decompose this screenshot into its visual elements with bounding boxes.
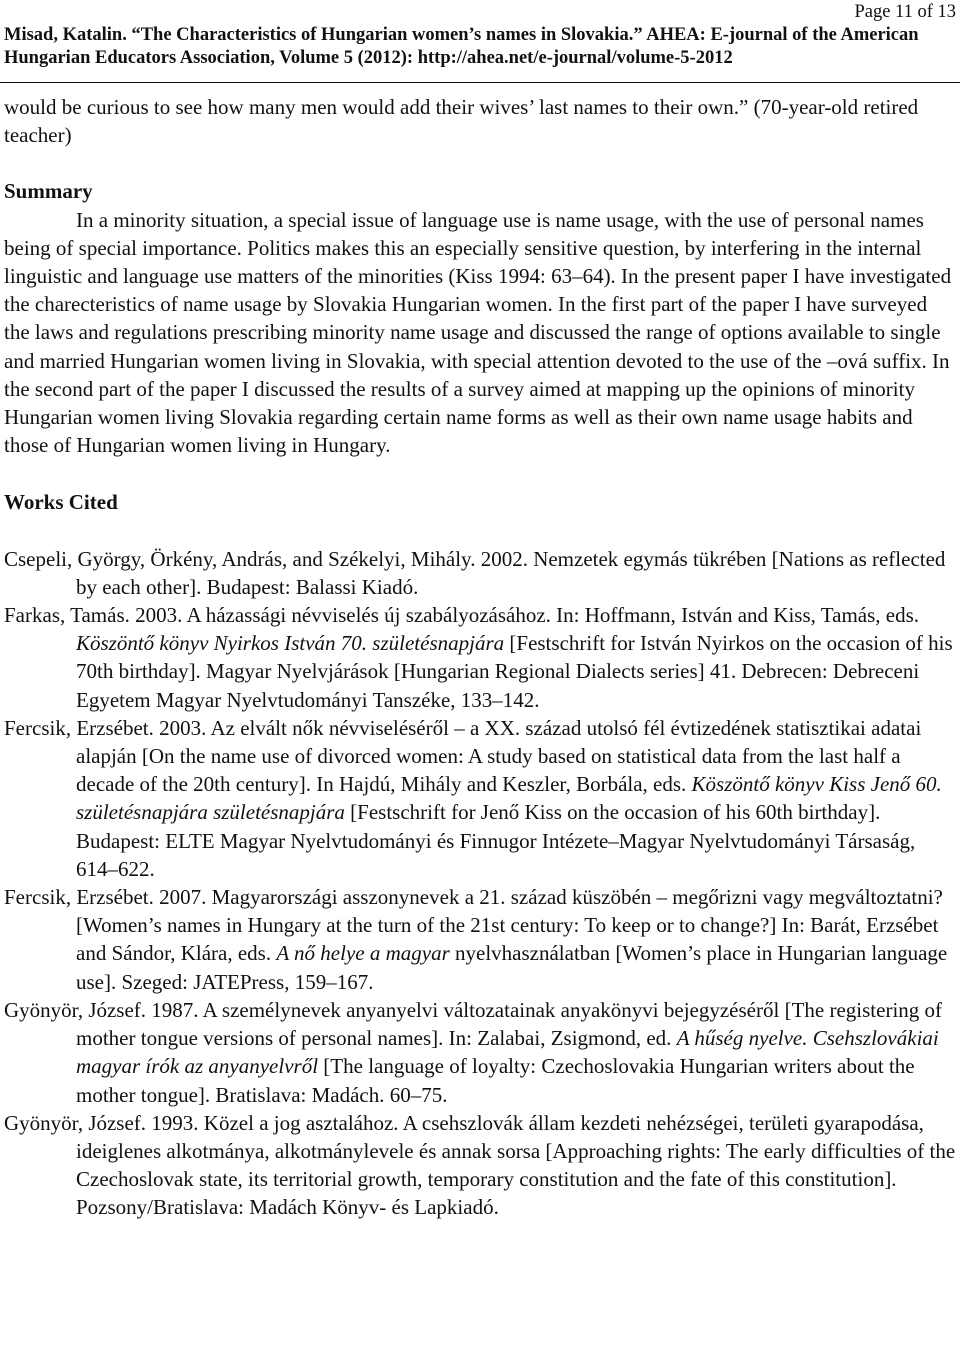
reference-italic-title: Köszöntő könyv Nyirkos István 70. születésnapjára (76, 631, 505, 656)
reference-italic-title: Köszöntő könyv Kiss Jenő 60. születésnapjára születésnapjára (76, 772, 942, 825)
reference-text: Csepeli, György, Örkény, András, and Székelyi, Mihály. 2002. Nemzetek egymás tükrében [Nations as reflected by each other]. Budapest: Balassi Kiadó. (4, 546, 946, 599)
reference-item (4, 883, 956, 996)
reference-text: Gyönyör, József. 1993. Közel a jog asztalához. A csehszlovák állam kezdeti nehézségei, területi gyarapodása, ideiglenes alkotmánya, alkotmánylevele és annak sorsa [Approaching rights: The early difficulties of the Czechoslovak state, its territorial growth, temporary constitution and the fate of this constitution]. Pozsony/Bratislava: Madách Könyv- és Lapkiadó. (4, 1110, 956, 1220)
reference-text: Gyönyör, József. 1987. A személynevek anyanyelvi változatainak anyakönyvi bejegyzéséről [The registering of mother tongue versions of personal names]. In: Zalabai, Zsigmond, ed. (4, 997, 943, 1051)
page-body (4, 93, 956, 1222)
reference-italic-title: A nő helye a magyar (276, 941, 450, 966)
reference-italic-title: A hűség nyelve. Csehszlovákiai magyar írók az anyanyelvről (76, 1026, 939, 1079)
reference-item (4, 601, 956, 714)
reference-item (4, 545, 956, 601)
reference-text: [Festschrift for István Nyirkos on the occasion of his 70th birthday]. Magyar Nyelvjárások [Hungarian Regional Dialects series] 41. Debrecen: Debreceni Egyetem Magyar Nyelvtudományi Tanszéke, 133–142. (76, 631, 953, 712)
page-number: Page 11 of 13 (854, 2, 956, 22)
reference-text: nyelvhasználatban [Women’s place in Hungarian language use]. Szeged: JATEPress, 159–167. (76, 941, 948, 994)
works-cited-heading: Works Cited (4, 490, 118, 515)
works-cited-list (4, 545, 956, 1222)
reference-text: Farkas, Tamás. 2003. A házassági névviselés új szabályozásához. In: Hoffmann, István and Kiss, Tamás, eds. (4, 603, 920, 628)
reference-item (4, 714, 956, 883)
summary-heading: Summary (4, 179, 93, 204)
summary-paragraph: In a minority situation, a special issue of language use is name usage, with the use of personal names being of special importance. Politics makes this an especially sensitive question, by interfering in the internal linguistic and language use matters of the minorities (Kiss 1994: 63–64). In the present paper I have investigated the charecteristics of name usage by Slovakia Hungarian women. In the first part of the paper I have surveyed the laws and regulations prescribing minority name usage and discussed the range of options available to single and married Hungarian women living in Slovakia, with special attention devoted to the use of the –ová suffix. In the second part of the paper I discussed the results of a survey aimed at mapping up the opinions of minority Hungarian women living Slovakia regarding certain name forms as well as their own name usage habits and those of Hungarian women living in Hungary. (4, 207, 952, 458)
reference-text: Fercsik, Erzsébet. 2003. Az elvált nők névviseléséről – a XX. század utolsó fél évtizedének statisztikai adatai alapján [On the name use of divorced women: A study based on statistical data from the last half a decade of the 20th century]. In Hajdú, Mihály and Keszler, Borbála, eds. (4, 715, 922, 797)
header-line-1: Misad, Katalin. “The Characteristics of Hungarian women’s names in Slovakia.” AHEA: E-journal of the American (4, 25, 919, 45)
reference-item (4, 1109, 956, 1222)
reference-text: [Festschrift for Jenő Kiss on the occasion of his 60th birthday]. Budapest: ELTE Magyar Nyelvtudományi és Finnugor Intézete–Magyar Nyelvtudományi Társaság, 614–622. (76, 800, 916, 881)
reference-item (4, 996, 956, 1109)
header-line-2: Hungarian Educators Association, Volume 5 (2012): http://ahea.net/e-journal/volume-5-2012 (4, 48, 733, 68)
reference-text: Fercsik, Erzsébet. 2007. Magyarországi asszonynevek a 21. század küszöbén – megőrizni vagy megváltoztatni? [Women’s names in Hungary at the turn of the 21st century: To keep or to change?] In: Barát, Erzsébet and Sándor, Klára, eds. (4, 885, 943, 966)
header-divider (0, 82, 960, 83)
reference-text: [The language of loyalty: Czechoslovakia Hungarian writers about the mother tongue]. Bratislava: Madách. 60–75. (76, 1054, 915, 1107)
intro-paragraph: would be curious to see how many men would add their wives’ last names to their own.” (70-year-old retired teacher) (4, 95, 919, 148)
running-header (4, 24, 956, 70)
